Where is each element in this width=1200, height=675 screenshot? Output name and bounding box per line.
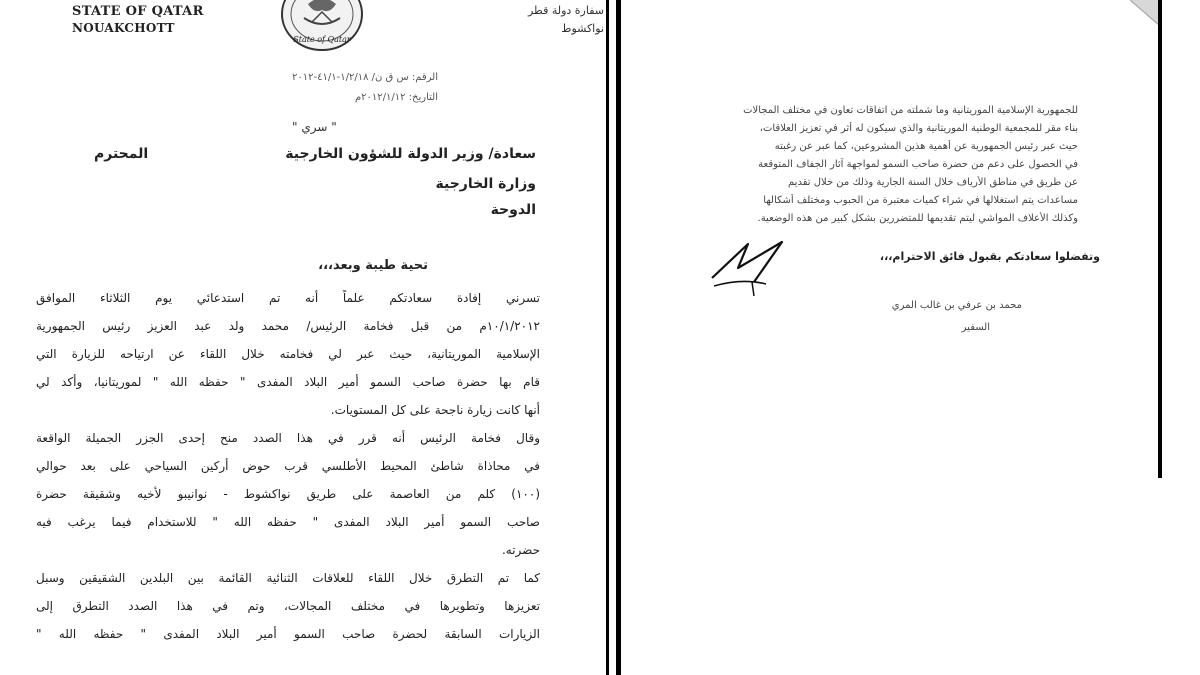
closing-line: وتفضلوا سعادتكم بقبول فائق الاحترام،،،	[879, 250, 1100, 263]
page2-body-line: بناء مقر للمجمعية الوطنية الموريتانية والذي سيكون له أثر في تعزيز العلاقات،	[759, 123, 1078, 134]
body-line: الزيارات السابقة لحضرة صاحب السمو أمير البلاد المفدى " حفظه الله "	[36, 627, 540, 641]
body-line: كما تم التطرق خلال اللقاء للعلاقات الثنائية القائمة بين البلدين الشقيقين وسبل	[36, 571, 540, 585]
addressee-ministry: وزارة الخارجية	[435, 176, 536, 192]
addressee-honorific: المحترم	[94, 146, 149, 162]
body-line: ١٠/١/٢٠١٢م من قبل فخامة الرئيس/ محمد ولد عبد العزيز رئيس الجمهورية	[36, 319, 540, 333]
page2-body-line: مساعدات يتم استغلالها في شراء كميات معتبرة من الحبوب ومختلف أشكالها	[763, 195, 1078, 206]
letterhead-arabic-city: نواكشوط	[561, 22, 604, 35]
page-border-middle	[616, 0, 621, 675]
letterhead-city: NOUAKCHOTT	[72, 21, 175, 35]
page2-body-line: في الحصول على دعم من حضرة صاحب السمو لمواجهة آثار الجفاف المتوقعة	[758, 159, 1078, 170]
body-line: (١٠٠) كلم من العاصمة على طريق نواكشوط - نوانيبو لأخيه وشقيقة حضرة	[36, 487, 540, 501]
letter-page-2	[622, 0, 1160, 478]
addressee-city: الدوحة	[490, 202, 536, 218]
body-line: حضرته.	[501, 543, 540, 557]
greeting: تحية طيبة وبعد،،،	[318, 258, 428, 273]
reference-date: التاريخ: ٢٠١٢/١/١٢م	[354, 92, 438, 103]
page-border-right	[1158, 0, 1162, 478]
signer-name: محمد بن عرفي بن غالب المري	[891, 300, 1022, 311]
body-line: تسرني إفادة سعادتكم علماً أنه تم استدعائي يوم الثلاثاء الموافق	[36, 291, 540, 305]
letterhead-arabic-embassy: سفارة دولة قطر	[527, 4, 604, 17]
body-line: في محاذاة شاطئ المحيط الأطلسي قرب حوض أركين السياحي على بعد حوالي	[36, 459, 540, 473]
state-seal-icon	[278, 0, 366, 52]
page-border-left	[606, 0, 609, 675]
letterhead-country: STATE OF QATAR	[72, 4, 204, 19]
page2-body-line: حيث عبر رئيس الجمهورية عن أهمية هذين المشروعين، كما عبر عن رغبته	[774, 141, 1078, 152]
signer-title: السفير	[961, 322, 990, 333]
body-line: وقال فخامة الرئيس أنه قرر في هذا الصدد منح إحدى الجزر الجميلة الواقعة	[36, 431, 540, 445]
classification-label: " سري "	[292, 120, 337, 134]
body-line: أنها كانت زيارة ناجحة على كل المستويات.	[330, 403, 540, 417]
page-corner-fold-icon	[1130, 0, 1160, 26]
body-line: صاحب السمو أمير البلاد المفدى " حفظه الله " للاستخدام فيما يرغب فيه	[36, 515, 540, 529]
reference-number: الرقم: س ق ن/ ١/٢/١٨-٤١/١-٢٠١٢	[292, 72, 438, 83]
addressee-title: سعادة/ وزير الدولة للشؤون الخارجية	[285, 146, 536, 162]
body-line: قام بها حضرة صاحب السمو أمير البلاد المفدى " حفظه الله " لموريتانيا، وأكد لي	[36, 375, 540, 389]
handwritten-signature-icon	[708, 238, 798, 300]
page2-body-line: عن طريق في مناطق الأرياف خلال السنة الجارية وذلك من خلال تقديم	[788, 177, 1078, 188]
body-line: الإسلامية الموريتانية، حيث عبر لي فخامته خلال اللقاء عن ارتياحه للزيارة التي	[36, 347, 540, 361]
page2-body-line: للجمهورية الإسلامية الموريتانية وما شملته من اتفاقات تعاون في مختلف المجالات	[743, 105, 1078, 116]
body-line: تعزيزها وتطويرها في مختلف المجالات، وتم في هذا الصدد التطرق إلى	[36, 599, 540, 613]
page2-body-line: وكذلك الأعلاف المواشي ليتم تقديمها للمتضررين بشكل كبير من هذه الوضعية.	[757, 213, 1078, 224]
seal-text: State of Qatar	[293, 35, 351, 44]
